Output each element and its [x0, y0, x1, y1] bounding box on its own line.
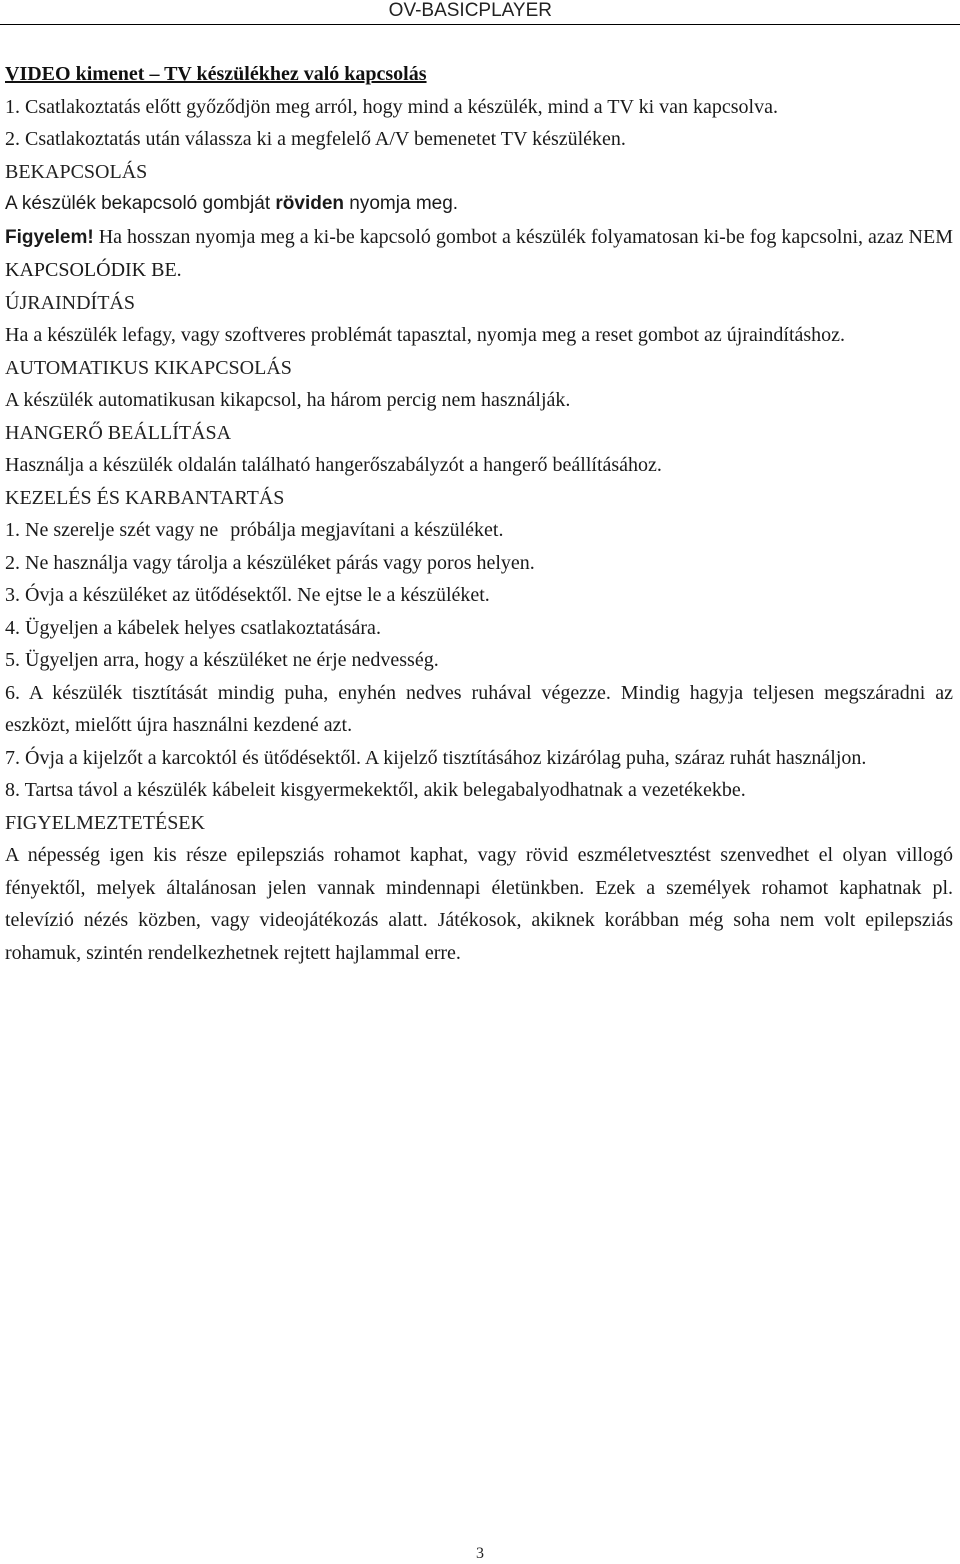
- power-on-text-after: nyomja meg.: [344, 193, 459, 214]
- page-number: 3: [476, 1545, 484, 1562]
- restart-text: Ha a készülék lefagy, vagy szoftveres problémát tapasztal, nyomja meg a reset gombot az újraindításhoz.: [5, 324, 846, 346]
- care-item-1-a: 1. Ne szerelje szét vagy ne: [5, 519, 219, 541]
- page-header: [0, 0, 960, 25]
- care-item-5: 5. Ügyeljen arra, hogy a készüléket ne érje nedvesség.: [5, 649, 439, 671]
- care-item-4: 4. Ügyeljen a kábelek helyes csatlakoztatására.: [5, 616, 381, 639]
- warning-label: Figyelem!: [5, 226, 94, 248]
- section-title-care: KEZELÉS ÉS KARBANTARTÁS: [5, 486, 285, 509]
- header-title: OV-BASICPLAYER: [388, 0, 552, 21]
- care-item-1: [5, 514, 953, 547]
- section-title-power-on: BEKAPCSOLÁS: [5, 160, 148, 183]
- care-item-6: 6. A készülék tisztítását mindig puha, enyhén nedves ruhával végezze. Mindig hagyja teljesen megszáradni az eszközt, mielőtt újra használni kezdené azt.: [5, 681, 953, 736]
- power-on-text-before: A készülék bekapcsoló gombját: [5, 193, 276, 214]
- video-item-2: 2. Csatlakoztatás után válassza ki a megfelelő A/V bemenetet TV készüléken.: [5, 128, 626, 150]
- power-on-instruction: [5, 188, 953, 221]
- care-item-8: 8. Tartsa távol a készülék kábeleit kisgyermekektől, akik belegabalyodhatnak a vezetékekbe.: [5, 779, 746, 801]
- power-on-warning: [5, 221, 953, 287]
- auto-off-text: A készülék automatikusan kikapcsol, ha három percig nem használják.: [5, 389, 571, 411]
- care-item-3: 3. Óvja a készüléket az ütődésektől. Ne ejtse le a készüléket.: [5, 584, 490, 606]
- care-item-1-b: próbálja megjavítani a készüléket.: [230, 519, 504, 541]
- power-on-text-bold: röviden: [275, 193, 345, 214]
- section-title-auto-off: AUTOMATIKUS KIKAPCSOLÁS: [5, 356, 292, 379]
- volume-text: Használja a készülék oldalán található hangerőszabályzót a hangerő beállításához.: [5, 454, 662, 476]
- document-body: [5, 58, 953, 969]
- section-title-restart: ÚJRAINDÍTÁS: [5, 291, 135, 314]
- section-title-warnings: FIGYELMEZTETÉSEK: [5, 811, 205, 834]
- warnings-text: A népesség igen kis része epilepsziás rohamot kaphat, vagy rövid eszméletvesztést szenvedhet el olyan villogó fényektől, melyek általánosan jelen vannak mindennapi életünkben. Ezek a személyek rohamot kaphatnak pl. televízió nézés közben, vagy videojátékozás alatt. Játékosok, akiknek korábban még soha nem volt epilepsziás rohamuk, szintén rendelkezhetnek rejtett hajlammal erre.: [5, 844, 953, 964]
- section-title-video: VIDEO kimenet – TV készülékhez való kapcsolás: [5, 63, 427, 85]
- section-title-volume: HANGERŐ BEÁLLÍTÁSA: [5, 421, 232, 444]
- video-item-1: 1. Csatlakoztatás előtt győződjön meg arról, hogy mind a készülék, mind a TV ki van kapcsolva.: [5, 95, 778, 118]
- care-item-2: 2. Ne használja vagy tárolja a készüléket párás vagy poros helyen.: [5, 551, 535, 574]
- warning-text: Ha hosszan nyomja meg a ki-be kapcsoló gombot a készülék folyamatosan ki-be fog kapcsolni, azaz NEM KAPCSOLÓDIK BE.: [5, 225, 953, 281]
- care-item-7: 7. Óvja a kijelzőt a karcoktól és ütődésektől. A kijelző tisztításához kizárólag puha, száraz ruhát használjon.: [5, 746, 867, 769]
